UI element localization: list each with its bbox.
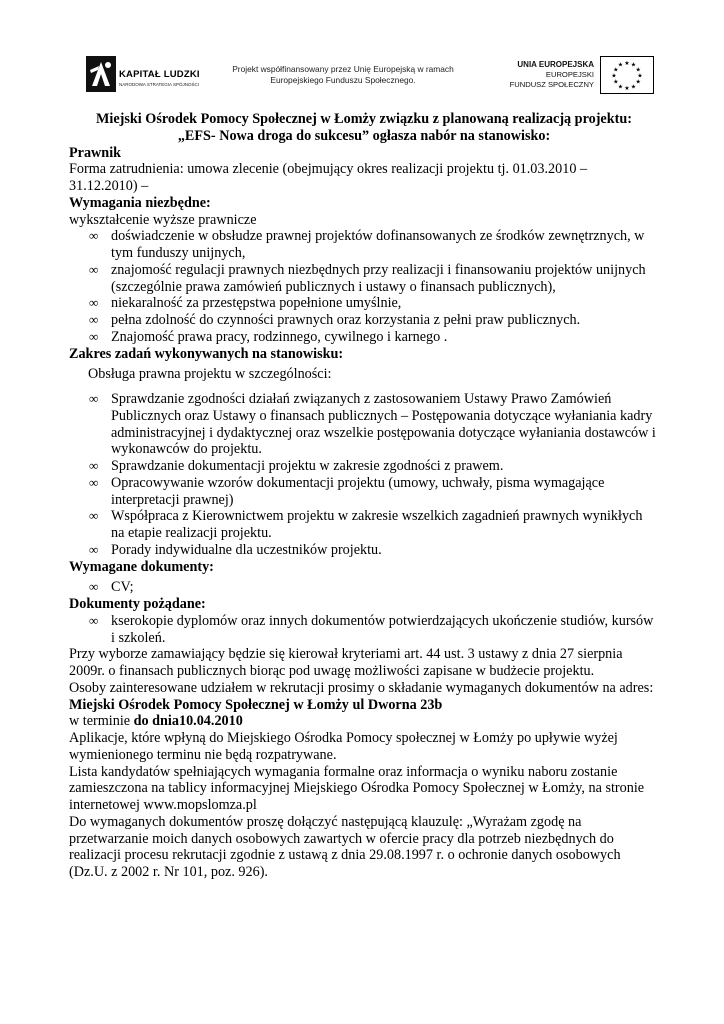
list-item-text: Znajomość prawa pracy, rodzinnego, cywilnego i karnego . bbox=[111, 328, 448, 345]
required-docs-heading: Wymagane dokumenty: bbox=[69, 558, 214, 575]
requirements-heading: Wymagania niezbędne: bbox=[69, 194, 211, 211]
bullet-icon: ∞ bbox=[89, 328, 99, 344]
svg-text:★: ★ bbox=[635, 78, 641, 86]
bullet-icon: ∞ bbox=[89, 295, 99, 311]
list-item-text: Porady indywidualne dla uczestników projektu. bbox=[111, 541, 382, 558]
bullet-icon: ∞ bbox=[89, 261, 99, 277]
list-item bbox=[69, 262, 659, 296]
svg-text:★: ★ bbox=[635, 66, 641, 74]
list-item-text: Sprawdzanie zgodności działań związanych z zastosowaniem Ustawy Prawo Zamówień Publicznych oraz Ustawy o finansach publicznych – Postępowania dotyczące wyłaniania kadry administracyjnej i dydaktycznej oraz wszelkie postępowania dotyczące wyłaniania dostawców i wykonawców do projektu. bbox=[111, 391, 656, 458]
svg-text:★: ★ bbox=[624, 85, 630, 92]
list-item-text: niekaralność za przestępstwa popełnione umyślnie, bbox=[111, 295, 402, 312]
announcement-document bbox=[69, 111, 659, 881]
svg-text:★: ★ bbox=[630, 83, 637, 91]
list-item bbox=[69, 613, 659, 647]
bullet-icon: ∞ bbox=[89, 458, 99, 473]
desired-docs-heading: Dokumenty pożądane: bbox=[69, 596, 206, 612]
logo-title: KAPITAŁ LUDZKI bbox=[119, 69, 200, 80]
svg-text:★: ★ bbox=[630, 61, 637, 69]
list-item-text: Opracowywanie wzorów dokumentacji projektu (umowy, uchwały, pisma wymagające interpretacji prawnej) bbox=[111, 474, 605, 508]
svg-text:★: ★ bbox=[624, 60, 630, 67]
bullet-icon: ∞ bbox=[89, 228, 99, 244]
results-notice: Lista kandydatów spełniających wymagania formalne oraz informacja o wyniku naboru zostanie zamieszczona na tablicy informacyjnej Miejskiego Ośrodka Pomocy Społecznej w Łomży, na stronie internetowej www.mopslomza.pl bbox=[69, 763, 645, 813]
list-item-text: kserokopie dyplomów oraz innych dokumentów potwierdzających ukończenie studiów, kursów i szkoleń. bbox=[111, 612, 654, 646]
svg-text:★: ★ bbox=[617, 83, 624, 91]
bullet-icon: ∞ bbox=[89, 612, 99, 628]
bullet-icon: ∞ bbox=[89, 508, 99, 524]
eu-label-line-3: FUNDUSZ SPOŁECZNY bbox=[509, 80, 594, 89]
tasks-list bbox=[69, 391, 659, 559]
svg-text:★: ★ bbox=[617, 61, 624, 69]
eu-label-line-1: UNIA EUROPEJSKA bbox=[517, 60, 594, 69]
bullet-icon: ∞ bbox=[89, 541, 99, 557]
list-item bbox=[69, 542, 659, 559]
late-notice: Aplikacje, które wpłyną do Miejskiego Ośrodka Pomocy społecznej w Łomży po upływie wyżej wymienionego terminu nie będą rozpatrywane. bbox=[69, 730, 618, 763]
submission-text: Osoby zainteresowane udziałem w rekrutacji prosimy o składanie wymaganych dokumentów na adres: bbox=[69, 679, 654, 696]
eu-label-line-2: EUROPEJSKI bbox=[545, 70, 594, 79]
list-item-text: Sprawdzanie dokumentacji projektu w zakresie zgodności z prawem. bbox=[111, 458, 504, 474]
cofinancing-line-1: Projekt współfinansowany przez Unię Europejską w ramach bbox=[232, 64, 454, 74]
tasks-heading: Zakres zadań wykonywanych na stanowisku: bbox=[69, 345, 344, 362]
list-item bbox=[69, 475, 659, 509]
bullet-icon: ∞ bbox=[89, 474, 99, 490]
eu-flag-icon bbox=[600, 56, 654, 94]
tasks-intro: Obsługa prawna projektu w szczególności: bbox=[88, 366, 332, 383]
list-item-text: Współpraca z Kierownictwem projektu w zakresie wszelkich zagadnień prawnych wynikłych na etapie realizacji projektu. bbox=[111, 508, 643, 541]
deadline-prefix: w terminie bbox=[69, 713, 131, 730]
employment-form: Forma zatrudnienia: umowa zlecenie (obejmujący okres realizacji projektu tj. 01.03.2010 – 31.12.2010) – bbox=[69, 161, 588, 194]
criteria-text: Przy wyborze zamawiający będzie się kierował kryteriami art. 44 ust. 3 ustawy z dnia 27 sierpnia 2009r. o finansach publicznych biorąc pod uwagę możliwości zapisane w budżecie projektu. bbox=[69, 646, 623, 679]
bullet-icon: ∞ bbox=[89, 579, 99, 595]
list-item bbox=[69, 508, 659, 542]
list-item-text: znajomość regulacji prawnych niezbędnych przy realizacji i finansowaniu projektów unijnych (szczególnie prawa zamówień publicznych i ustawy o finansach publicznych), bbox=[111, 261, 646, 295]
svg-text:★: ★ bbox=[611, 72, 617, 80]
list-item bbox=[69, 329, 659, 346]
desired-docs-list bbox=[69, 613, 659, 647]
eu-label bbox=[472, 60, 594, 90]
cofinancing-line-2: Europejskiego Funduszu Społecznego. bbox=[270, 74, 416, 85]
requirements-list bbox=[69, 228, 659, 345]
header-banner bbox=[72, 42, 650, 108]
submission-address: Miejski Ośrodek Pomocy Społecznej w Łomży ul Dworna 23b bbox=[69, 696, 443, 713]
list-item bbox=[69, 391, 659, 458]
deadline-date: do dnia10.04.2010 bbox=[133, 713, 243, 730]
kapital-ludzki-emblem-icon bbox=[86, 56, 116, 92]
list-item bbox=[69, 295, 659, 312]
svg-text:★: ★ bbox=[613, 66, 619, 74]
bullet-icon: ∞ bbox=[89, 391, 99, 406]
consent-clause: Do wymaganych dokumentów proszę dołączyć następującą klauzulę: „Wyrażam zgodę na przetwarzanie moich danych osobowych zawartych w ofercie pracy dla potrzeb niezbędnych do realizacji procesu rekrutacji zgodnie z ustawą z dnia 29.08.1997 r. o ochronie danych osobowych (Dz.U. z 2002 r. Nr 101, poz. 926). bbox=[69, 813, 621, 880]
title-line-2: „EFS- Nowa droga do sukcesu” ogłasza nabór na stanowisko: bbox=[177, 127, 551, 144]
logo-subtitle: NARODOWA STRATEGIA SPÓJNOŚCI bbox=[119, 82, 200, 87]
list-item-text: CV; bbox=[111, 579, 134, 596]
list-item bbox=[69, 228, 659, 262]
list-item bbox=[69, 312, 659, 329]
svg-text:★: ★ bbox=[613, 78, 619, 86]
position-title: Prawnik bbox=[69, 144, 122, 161]
title-line-1: Miejski Ośrodek Pomocy Społecznej w Łomży związku z planowaną realizacją projektu: bbox=[96, 111, 632, 127]
list-item-text: pełna zdolność do czynności prawnych oraz korzystania z pełni praw publicznych. bbox=[111, 312, 581, 328]
list-item bbox=[69, 458, 659, 475]
kapital-ludzki-logo bbox=[72, 42, 222, 108]
list-item bbox=[69, 579, 659, 596]
list-item-text: doświadczenie w obsłudze prawnej projektów dofinansowanych ze środków zewnętrznych, w tym funduszy unijnych, bbox=[111, 228, 645, 261]
submission-deadline bbox=[69, 713, 659, 730]
bullet-icon: ∞ bbox=[89, 312, 99, 327]
svg-text:★: ★ bbox=[637, 72, 643, 80]
cofinancing-note bbox=[224, 64, 462, 85]
required-docs-list bbox=[69, 579, 659, 596]
requirements-intro: wykształcenie wyższe prawnicze bbox=[69, 211, 257, 228]
